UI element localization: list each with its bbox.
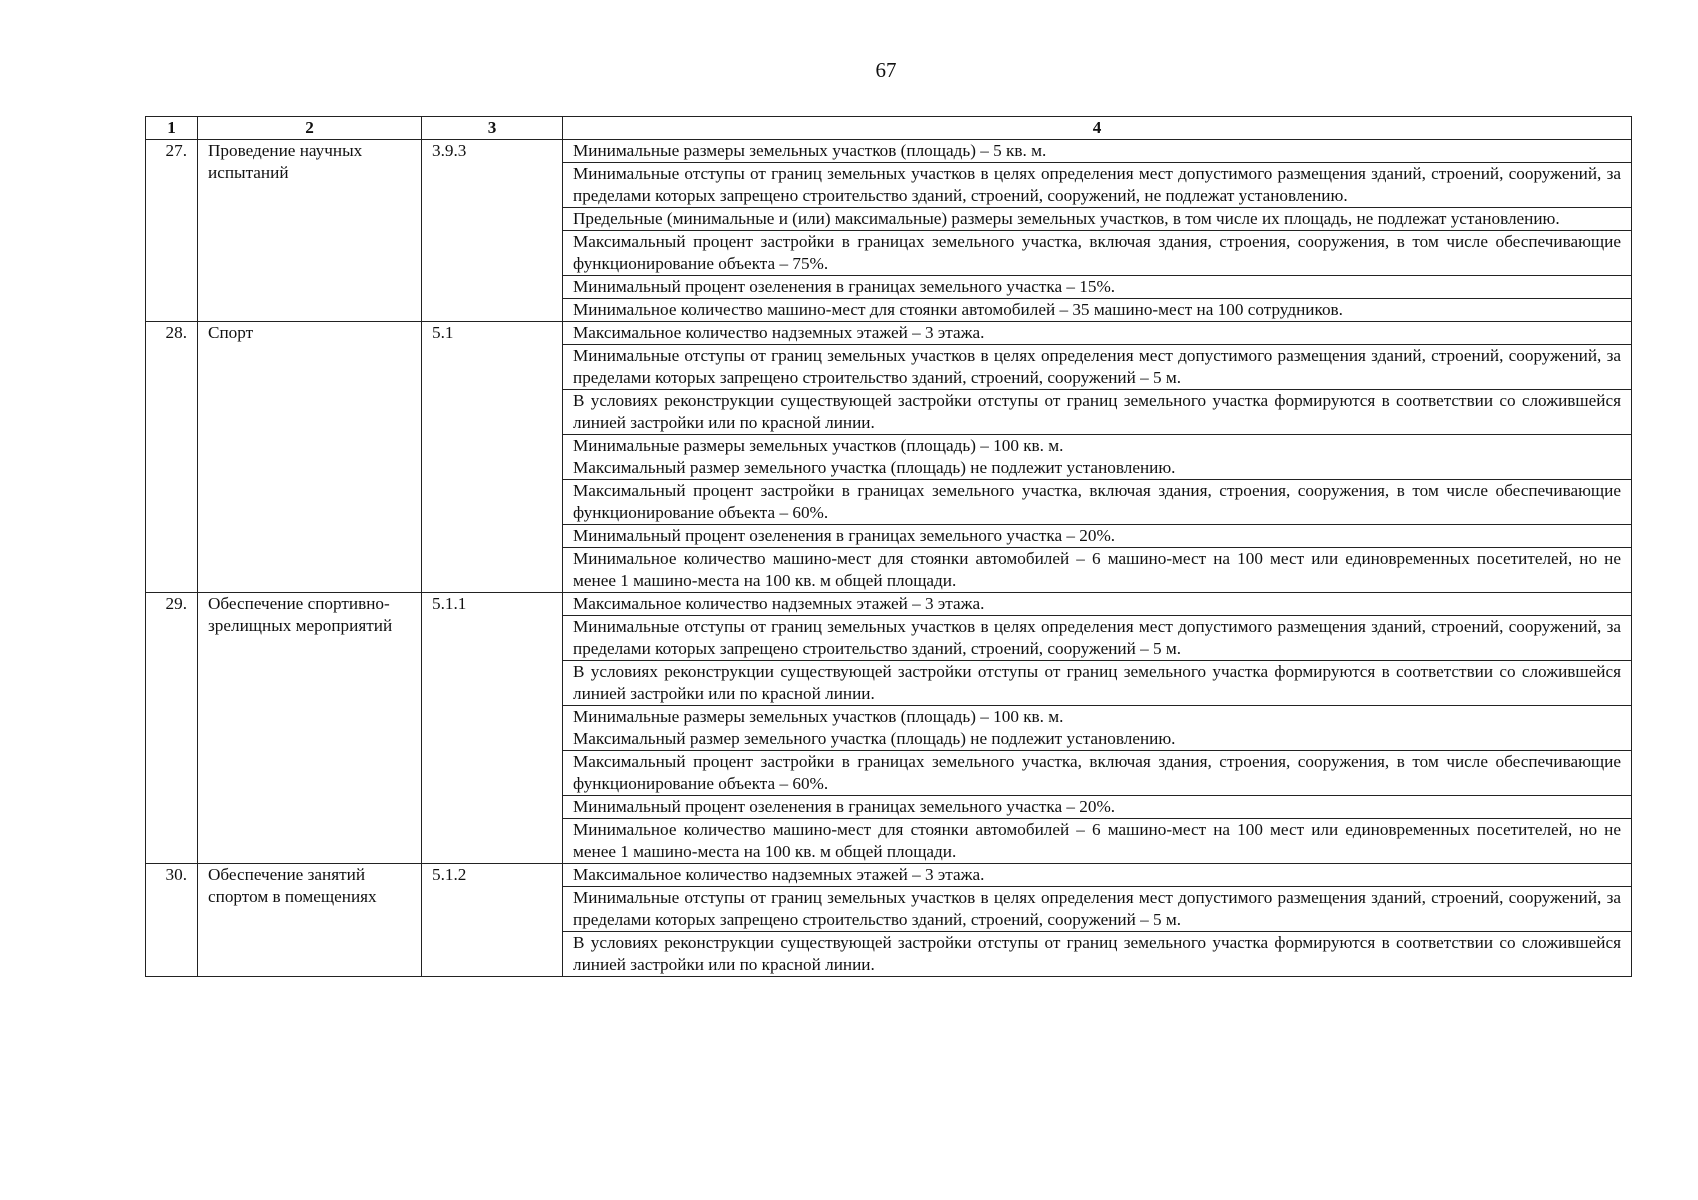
requirement-text: Минимальный процент озеленения в границах земельного участка – 20%. — [573, 797, 1116, 816]
requirement-text: Минимальные размеры земельных участков (площадь) – 100 кв. м. — [573, 436, 1064, 455]
table-body — [146, 140, 1632, 977]
requirement-text: Максимальный процент застройки в границах земельного участка, включая здания, строения, сооружения, в том числе обеспечивающие функционирование объекта – 60%. — [573, 481, 1621, 522]
requirement-text: Максимальный процент застройки в границах земельного участка, включая здания, строения, сооружения, в том числе обеспечивающие функционирование объекта – 60%. — [573, 752, 1621, 793]
requirement-cell — [563, 751, 1632, 796]
land-use-code: 3.9.3 — [422, 140, 563, 322]
requirement-text: Максимальный процент застройки в границах земельного участка, включая здания, строения, сооружения, в том числе обеспечивающие функционирование объекта – 75%. — [573, 232, 1621, 273]
requirement-text: Минимальный процент озеленения в границах земельного участка – 20%. — [573, 526, 1116, 545]
entry-number: 27. — [146, 140, 198, 322]
requirement-cell — [563, 163, 1632, 208]
page-number: 67 — [875, 58, 897, 82]
column-header-2: 2 — [198, 117, 422, 140]
column-header-4: 4 — [563, 117, 1632, 140]
requirement-text: Минимальные размеры земельных участков (площадь) – 5 кв. м. — [573, 141, 1047, 160]
land-use-code: 5.1.2 — [422, 864, 563, 977]
table-row — [146, 140, 1632, 163]
regulations-table — [145, 116, 1632, 977]
requirement-text: В условиях реконструкции существующей застройки отступы от границ земельного участка формируются в соответствии со сложившейся линией застройки или по красной линии. — [573, 933, 1621, 974]
land-use-code: 5.1 — [422, 322, 563, 593]
requirement-text: Максимальный размер земельного участка (площадь) не подлежит установлению. — [573, 729, 1176, 748]
requirement-text: Минимальное количество машино-мест для стоянки автомобилей – 6 машино-мест на 100 мест или единовременных посетителей, но не менее 1 машино-места на 100 кв. м общей площади. — [573, 820, 1621, 861]
entry-number: 29. — [146, 593, 198, 864]
requirement-text: Минимальные отступы от границ земельных участков в целях определения мест допустимого размещения зданий, строений, сооружений, за пределами которых запрещено строительство зданий, строений, сооружений – 5 м. — [573, 617, 1621, 658]
requirement-cell — [563, 299, 1632, 322]
requirement-cell — [563, 208, 1632, 231]
requirement-cell — [563, 231, 1632, 276]
requirement-cell — [563, 276, 1632, 299]
requirement-text: Минимальный процент озеленения в границах земельного участка – 15%. — [573, 277, 1116, 296]
requirement-cell — [563, 616, 1632, 661]
requirement-text: Минимальные размеры земельных участков (площадь) – 100 кв. м. — [573, 707, 1064, 726]
requirement-text: Минимальное количество машино-мест для стоянки автомобилей – 6 машино-мест на 100 мест или единовременных посетителей, но не менее 1 машино-места на 100 кв. м общей площади. — [573, 549, 1621, 590]
requirement-cell — [563, 864, 1632, 887]
requirement-text: Минимальные отступы от границ земельных участков в целях определения мест допустимого размещения зданий, строений, сооружений, за пределами которых запрещено строительство зданий, строений, сооружений – 5 м. — [573, 346, 1621, 387]
requirement-cell — [563, 322, 1632, 345]
column-header-1: 1 — [146, 117, 198, 140]
requirement-text: Предельные (минимальные и (или) максимальные) размеры земельных участков, в том числе их площадь, не подлежат установлению. — [573, 209, 1560, 228]
table-row — [146, 322, 1632, 345]
requirement-cell — [563, 661, 1632, 706]
requirement-text: Максимальное количество надземных этажей – 3 этажа. — [573, 594, 985, 613]
land-use-code: 5.1.1 — [422, 593, 563, 864]
requirement-text: Минимальные отступы от границ земельных участков в целях определения мест допустимого размещения зданий, строений, сооружений, за пределами которых запрещено строительство зданий, строений, сооружений – 5 м. — [573, 888, 1621, 929]
requirement-cell — [563, 887, 1632, 932]
requirement-cell — [563, 593, 1632, 616]
land-use-name: Обеспечение спортивно-зрелищных мероприятий — [198, 593, 422, 864]
requirement-cell — [563, 140, 1632, 163]
requirement-text: В условиях реконструкции существующей застройки отступы от границ земельного участка формируются в соответствии со сложившейся линией застройки или по красной линии. — [573, 391, 1621, 432]
entry-number: 30. — [146, 864, 198, 977]
column-header-3: 3 — [422, 117, 563, 140]
requirement-text: Минимальные отступы от границ земельных участков в целях определения мест допустимого размещения зданий, строений, сооружений, за пределами которых запрещено строительство зданий, строений, сооружений, не подлежат установлению. — [573, 164, 1621, 205]
requirement-cell — [563, 480, 1632, 525]
requirement-text: Максимальное количество надземных этажей – 3 этажа. — [573, 323, 985, 342]
requirement-cell — [563, 390, 1632, 435]
requirement-cell — [563, 525, 1632, 548]
land-use-name: Обеспечение занятий спортом в помещениях — [198, 864, 422, 977]
table-header-row — [146, 117, 1632, 140]
requirement-text: Минимальное количество машино-мест для стоянки автомобилей – 35 машино-мест на 100 сотрудников. — [573, 300, 1343, 319]
requirement-text: Максимальное количество надземных этажей – 3 этажа. — [573, 865, 985, 884]
requirement-text: В условиях реконструкции существующей застройки отступы от границ земельного участка формируются в соответствии со сложившейся линией застройки или по красной линии. — [573, 662, 1621, 703]
requirement-cell — [563, 345, 1632, 390]
requirement-cell — [563, 819, 1632, 864]
table-row — [146, 593, 1632, 616]
requirement-cell — [563, 548, 1632, 593]
requirement-cell — [563, 796, 1632, 819]
land-use-name: Спорт — [198, 322, 422, 593]
entry-number: 28. — [146, 322, 198, 593]
land-use-name: Проведение научных испытаний — [198, 140, 422, 322]
requirement-cell — [563, 932, 1632, 977]
requirement-cell — [563, 706, 1632, 751]
requirement-cell — [563, 435, 1632, 480]
table-row — [146, 864, 1632, 887]
requirement-text: Максимальный размер земельного участка (площадь) не подлежит установлению. — [573, 458, 1176, 477]
